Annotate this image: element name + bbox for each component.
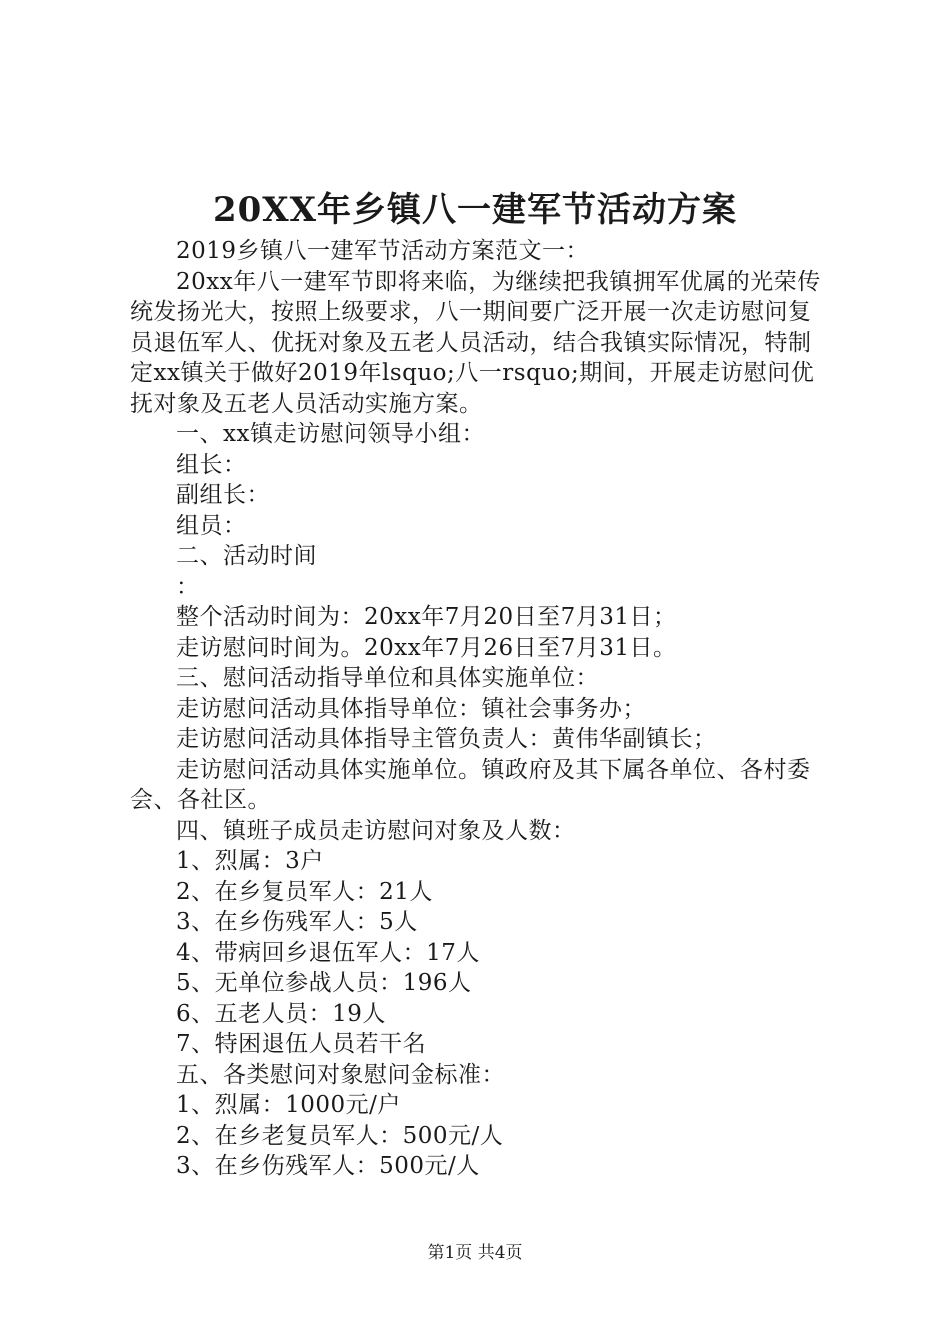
list-item: 1、烈属：1000元/户	[176, 1092, 401, 1118]
page-number: 第1页 共4页	[427, 1243, 523, 1263]
list-item: 4、带病回乡退伍军人：17人	[176, 939, 480, 966]
paragraph-background: 20xx年八一建军节即将来临，为继续把我镇拥军优属的光荣传统发扬光大，按照上级要求，八一期间要广泛开展一次走访慰问复员退伍军人、优抚对象及五老人员活动，结合我镇实际情况，特制定xx镇关于做好2019年lsquo;八一rsquo;期间，开展走访慰问优抚对象及五老人员活动实施方案。	[130, 268, 821, 417]
section-heading-leadership: 一、xx镇走访慰问领导小组：	[176, 421, 485, 447]
paragraph-implementing-unit: 走访慰问活动具体实施单位。镇政府及其下属各单位、各村委会、各社区。	[130, 756, 811, 813]
paragraph-leader: 组长：	[176, 451, 247, 478]
list-item: 1、烈属：3户	[176, 848, 324, 874]
paragraph-overall-time: 整个活动时间为：20xx年7月20日至7月31日；	[176, 604, 677, 630]
list-item: 2、在乡复员军人：21人	[176, 878, 433, 905]
section-heading-time: 二、活动时间	[176, 543, 317, 569]
paragraph-colon: ：	[176, 573, 200, 600]
paragraph-guiding-unit: 走访慰问活动具体指导单位：镇社会事务办；	[176, 695, 646, 722]
section-heading-targets: 四、镇班子成员走访慰问对象及人数：	[176, 817, 576, 844]
list-item: 3、在乡伤残军人：5人	[176, 909, 418, 935]
list-item: 5、无单位参战人员：196人	[176, 970, 472, 996]
page-footer	[0, 1240, 950, 1266]
document-body	[130, 236, 830, 1182]
paragraph-guiding-leader: 走访慰问活动具体指导主管负责人：黄伟华副镇长；	[176, 726, 717, 752]
section-heading-standards: 五、各类慰问对象慰问金标准：	[176, 1061, 505, 1088]
paragraph-visit-time: 走访慰问时间为。20xx年7月26日至7月31日。	[176, 634, 677, 661]
list-item: 6、五老人员：19人	[176, 1000, 386, 1027]
paragraph-intro: 2019乡镇八一建军节活动方案范文一：	[176, 238, 590, 264]
list-item: 2、在乡老复员军人：500元/人	[176, 1122, 504, 1149]
paragraph-deputy-leader: 副组长：	[176, 482, 270, 508]
section-heading-units: 三、慰问活动指导单位和具体实施单位：	[176, 665, 599, 691]
list-item: 3、在乡伤残军人：500元/人	[176, 1153, 480, 1179]
paragraph-members: 组员：	[176, 512, 247, 539]
document-title: 20XX年乡镇八一建军节活动方案	[212, 190, 738, 230]
list-item: 7、特困退伍人员若干名	[176, 1031, 427, 1057]
